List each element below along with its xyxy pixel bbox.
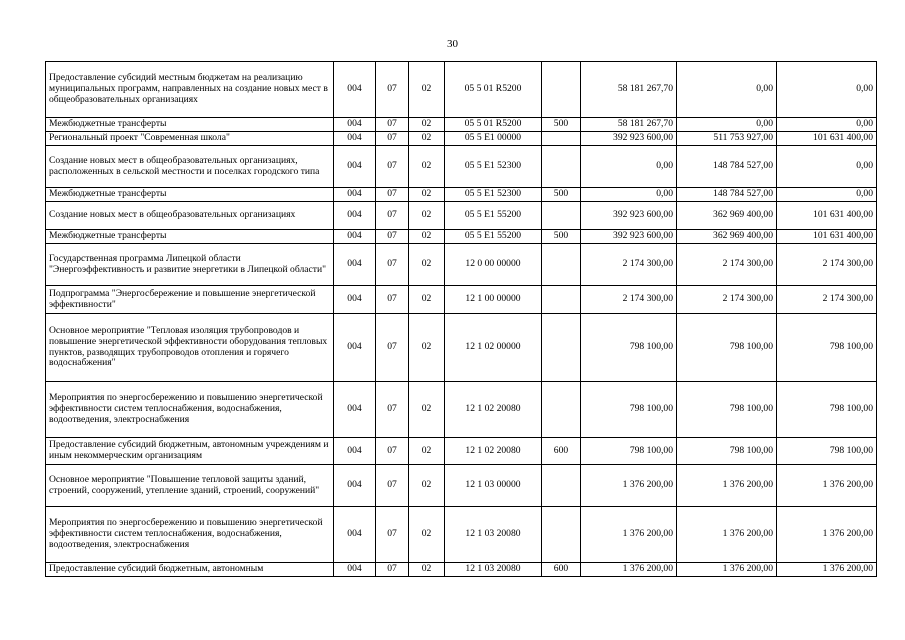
ministry-code: 004 xyxy=(334,465,376,507)
table-row xyxy=(46,507,877,563)
section-code: 07 xyxy=(376,202,409,230)
amount-year-3: 1 376 200,00 xyxy=(777,465,877,507)
ministry-code: 004 xyxy=(334,132,376,146)
subsection-code: 02 xyxy=(409,314,445,382)
amount-year-3: 798 100,00 xyxy=(777,382,877,438)
row-name: Предоставление субсидий бюджетным, автономным xyxy=(46,563,334,577)
target-article-code: 05 5 E1 55200 xyxy=(445,230,542,244)
amount-year-1: 58 181 267,70 xyxy=(581,62,677,118)
subsection-code: 02 xyxy=(409,188,445,202)
amount-year-3: 1 376 200,00 xyxy=(777,507,877,563)
expense-type-code: 600 xyxy=(542,563,581,577)
amount-year-1: 392 923 600,00 xyxy=(581,132,677,146)
section-code: 07 xyxy=(376,563,409,577)
target-article-code: 05 5 E1 00000 xyxy=(445,132,542,146)
table-row xyxy=(46,286,877,314)
table-row xyxy=(46,62,877,118)
target-article-code: 12 1 03 20080 xyxy=(445,507,542,563)
row-name: Межбюджетные трансферты xyxy=(46,118,334,132)
amount-year-1: 798 100,00 xyxy=(581,382,677,438)
target-article-code: 05 5 E1 55200 xyxy=(445,202,542,230)
expense-type-code: 500 xyxy=(542,230,581,244)
amount-year-1: 798 100,00 xyxy=(581,438,677,465)
ministry-code: 004 xyxy=(334,314,376,382)
amount-year-3: 101 631 400,00 xyxy=(777,132,877,146)
target-article-code: 05 5 E1 52300 xyxy=(445,146,542,188)
table-row xyxy=(46,382,877,438)
ministry-code: 004 xyxy=(334,146,376,188)
target-article-code: 05 5 01 R5200 xyxy=(445,118,542,132)
section-code: 07 xyxy=(376,286,409,314)
amount-year-2: 148 784 527,00 xyxy=(677,188,777,202)
amount-year-3: 101 631 400,00 xyxy=(777,202,877,230)
subsection-code: 02 xyxy=(409,62,445,118)
ministry-code: 004 xyxy=(334,286,376,314)
amount-year-1: 392 923 600,00 xyxy=(581,202,677,230)
target-article-code: 12 1 02 20080 xyxy=(445,382,542,438)
expense-type-code xyxy=(542,146,581,188)
amount-year-1: 1 376 200,00 xyxy=(581,507,677,563)
target-article-code: 12 1 02 20080 xyxy=(445,438,542,465)
section-code: 07 xyxy=(376,230,409,244)
amount-year-2: 798 100,00 xyxy=(677,314,777,382)
amount-year-1: 0,00 xyxy=(581,188,677,202)
table-row xyxy=(46,465,877,507)
page-number: 30 xyxy=(447,38,458,50)
amount-year-1: 2 174 300,00 xyxy=(581,286,677,314)
row-name: Основное мероприятие "Тепловая изоляция трубопроводов и повышение энергетической эффективности оборудования тепловых пунктов, разводящих трубопроводов отопления и горячего водоснабжения" xyxy=(46,314,334,382)
subsection-code: 02 xyxy=(409,244,445,286)
section-code: 07 xyxy=(376,382,409,438)
amount-year-2: 2 174 300,00 xyxy=(677,286,777,314)
amount-year-1: 2 174 300,00 xyxy=(581,244,677,286)
row-name: Государственная программа Липецкой области "Энергоэффективность и развитие энергетики в Липецкой области" xyxy=(46,244,334,286)
amount-year-2: 148 784 527,00 xyxy=(677,146,777,188)
expense-type-code xyxy=(542,62,581,118)
row-name: Предоставление субсидий местным бюджетам на реализацию муниципальных программ, направленных на создание новых мест в общеобразовательных организациях xyxy=(46,62,334,118)
section-code: 07 xyxy=(376,132,409,146)
expense-type-code xyxy=(542,202,581,230)
section-code: 07 xyxy=(376,244,409,286)
subsection-code: 02 xyxy=(409,465,445,507)
amount-year-3: 2 174 300,00 xyxy=(777,244,877,286)
amount-year-3: 0,00 xyxy=(777,188,877,202)
row-name: Предоставление субсидий бюджетным, автономным учреждениям и иным некоммерческим организациям xyxy=(46,438,334,465)
row-name: Мероприятия по энергосбережению и повышению энергетической эффективности систем теплоснабжения, водоснабжения, водоотведения, электроснабжения xyxy=(46,507,334,563)
expense-type-code xyxy=(542,314,581,382)
subsection-code: 02 xyxy=(409,563,445,577)
amount-year-1: 1 376 200,00 xyxy=(581,563,677,577)
target-article-code: 05 5 01 R5200 xyxy=(445,62,542,118)
amount-year-3: 2 174 300,00 xyxy=(777,286,877,314)
row-name: Подпрограмма "Энергосбережение и повышение энергетической эффективности" xyxy=(46,286,334,314)
budget-table xyxy=(45,61,877,577)
table-row xyxy=(46,202,877,230)
amount-year-1: 1 376 200,00 xyxy=(581,465,677,507)
amount-year-2: 798 100,00 xyxy=(677,438,777,465)
amount-year-2: 1 376 200,00 xyxy=(677,465,777,507)
subsection-code: 02 xyxy=(409,202,445,230)
target-article-code: 12 1 03 20080 xyxy=(445,563,542,577)
amount-year-3: 0,00 xyxy=(777,146,877,188)
amount-year-2: 362 969 400,00 xyxy=(677,230,777,244)
row-name: Создание новых мест в общеобразовательных организациях xyxy=(46,202,334,230)
section-code: 07 xyxy=(376,465,409,507)
subsection-code: 02 xyxy=(409,507,445,563)
subsection-code: 02 xyxy=(409,286,445,314)
row-name: Создание новых мест в общеобразовательных организациях, расположенных в сельской местности и поселках городского типа xyxy=(46,146,334,188)
table-row xyxy=(46,118,877,132)
expense-type-code xyxy=(542,286,581,314)
section-code: 07 xyxy=(376,438,409,465)
amount-year-3: 798 100,00 xyxy=(777,438,877,465)
subsection-code: 02 xyxy=(409,146,445,188)
target-article-code: 12 1 02 00000 xyxy=(445,314,542,382)
target-article-code: 12 1 03 00000 xyxy=(445,465,542,507)
expense-type-code xyxy=(542,244,581,286)
row-name: Межбюджетные трансферты xyxy=(46,188,334,202)
amount-year-3: 1 376 200,00 xyxy=(777,563,877,577)
amount-year-2: 798 100,00 xyxy=(677,382,777,438)
table-row xyxy=(46,132,877,146)
section-code: 07 xyxy=(376,118,409,132)
ministry-code: 004 xyxy=(334,507,376,563)
subsection-code: 02 xyxy=(409,132,445,146)
ministry-code: 004 xyxy=(334,188,376,202)
amount-year-3: 0,00 xyxy=(777,62,877,118)
table-row xyxy=(46,438,877,465)
table-row xyxy=(46,244,877,286)
section-code: 07 xyxy=(376,314,409,382)
expense-type-code: 600 xyxy=(542,438,581,465)
ministry-code: 004 xyxy=(334,563,376,577)
amount-year-2: 1 376 200,00 xyxy=(677,563,777,577)
ministry-code: 004 xyxy=(334,382,376,438)
section-code: 07 xyxy=(376,188,409,202)
table-row xyxy=(46,146,877,188)
ministry-code: 004 xyxy=(334,202,376,230)
row-name: Межбюджетные трансферты xyxy=(46,230,334,244)
amount-year-1: 798 100,00 xyxy=(581,314,677,382)
row-name: Региональный проект "Современная школа" xyxy=(46,132,334,146)
section-code: 07 xyxy=(376,146,409,188)
table-row xyxy=(46,563,877,577)
table-row xyxy=(46,188,877,202)
amount-year-2: 511 753 927,00 xyxy=(677,132,777,146)
ministry-code: 004 xyxy=(334,438,376,465)
expense-type-code xyxy=(542,507,581,563)
expense-type-code xyxy=(542,132,581,146)
amount-year-2: 0,00 xyxy=(677,118,777,132)
amount-year-1: 58 181 267,70 xyxy=(581,118,677,132)
row-name: Основное мероприятие "Повышение тепловой защиты зданий, строений, сооружений, утепление зданий, строений, сооружений" xyxy=(46,465,334,507)
expense-type-code: 500 xyxy=(542,188,581,202)
amount-year-1: 392 923 600,00 xyxy=(581,230,677,244)
subsection-code: 02 xyxy=(409,438,445,465)
amount-year-2: 2 174 300,00 xyxy=(677,244,777,286)
amount-year-2: 362 969 400,00 xyxy=(677,202,777,230)
expense-type-code: 500 xyxy=(542,118,581,132)
amount-year-1: 0,00 xyxy=(581,146,677,188)
expense-type-code xyxy=(542,465,581,507)
target-article-code: 12 1 00 00000 xyxy=(445,286,542,314)
ministry-code: 004 xyxy=(334,62,376,118)
target-article-code: 12 0 00 00000 xyxy=(445,244,542,286)
ministry-code: 004 xyxy=(334,244,376,286)
amount-year-3: 101 631 400,00 xyxy=(777,230,877,244)
table-row xyxy=(46,314,877,382)
target-article-code: 05 5 E1 52300 xyxy=(445,188,542,202)
section-code: 07 xyxy=(376,62,409,118)
amount-year-3: 0,00 xyxy=(777,118,877,132)
amount-year-3: 798 100,00 xyxy=(777,314,877,382)
ministry-code: 004 xyxy=(334,118,376,132)
table-row xyxy=(46,230,877,244)
subsection-code: 02 xyxy=(409,118,445,132)
subsection-code: 02 xyxy=(409,230,445,244)
amount-year-2: 0,00 xyxy=(677,62,777,118)
section-code: 07 xyxy=(376,507,409,563)
expense-type-code xyxy=(542,382,581,438)
amount-year-2: 1 376 200,00 xyxy=(677,507,777,563)
ministry-code: 004 xyxy=(334,230,376,244)
subsection-code: 02 xyxy=(409,382,445,438)
row-name: Мероприятия по энергосбережению и повышению энергетической эффективности систем теплоснабжения, водоснабжения, водоотведения, электроснабжения xyxy=(46,382,334,438)
